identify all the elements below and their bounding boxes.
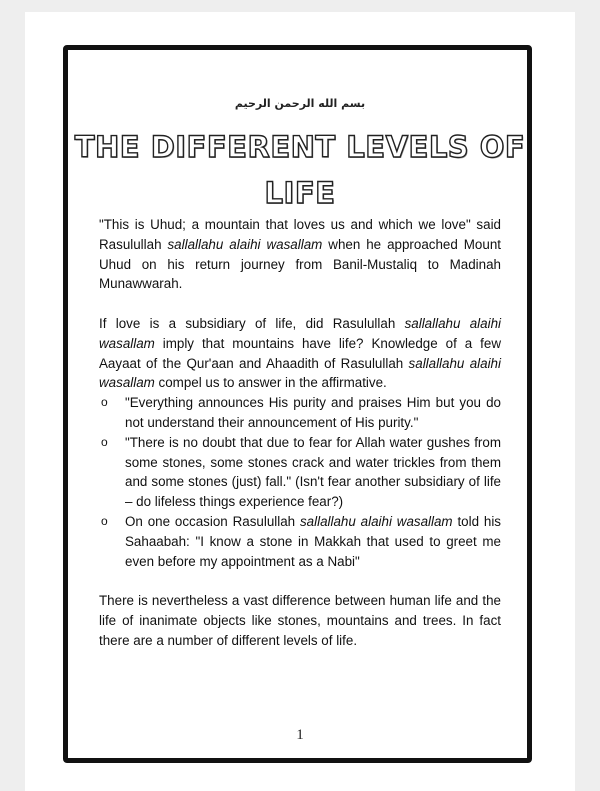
- list-item: [99, 393, 501, 433]
- bullet-circle-icon: o: [101, 395, 108, 410]
- bullet-circle-icon: o: [101, 434, 108, 449]
- paragraph-1-text: "This is Uhud; a mountain that loves us and which we love" said Rasulullah: [99, 217, 501, 252]
- list-item-text: "Everything announces His purity and praises Him but you do not understand their announcement of His purity.": [125, 395, 501, 430]
- list-item: [99, 433, 501, 512]
- paragraph-2-italic: sallallahu alaihi wasallam: [99, 315, 501, 351]
- list-item-text: "There is no doubt that due to fear for Allah water gushes from some stones, some stones crack and water trickles from them and some stones (just) fall." (Isn't fear another subsidiary of life – do lifeless things experience fear?): [125, 434, 501, 510]
- document-title-line-1: THE DIFFERENT LEVELS OF: [74, 130, 526, 164]
- paragraph-1-text-end: when he approached Mount Uhud on his return journey from Banil-Mustaliq to Madinah Munawwarah.: [99, 236, 501, 292]
- document-title-line-2: LIFE: [264, 176, 336, 210]
- list-item-text: On one occasion Rasulullah: [125, 513, 300, 529]
- paragraph-1-italic: sallallahu alaihi wasallam: [167, 236, 323, 252]
- paragraph-2-text-mid: imply that mountains have life? Knowledge of a few Aayaat of the Qur'aan and Ahaadith of Rasulullah: [99, 335, 501, 371]
- page-number: 1: [296, 727, 304, 743]
- basmala-heading: بسم الله الرحمن الرحيم: [234, 97, 366, 110]
- list-item: [99, 512, 501, 571]
- bullet-list: [99, 393, 501, 571]
- paragraph-2: [99, 314, 501, 393]
- bullet-circle-icon: o: [101, 513, 108, 528]
- list-item-italic: sallallahu alaihi wasallam: [299, 513, 453, 529]
- paragraph-2-text: If love is a subsidiary of life, did Rasulullah: [99, 315, 405, 331]
- document-body: [99, 215, 501, 651]
- paragraph-2-italic-2: sallallahu alaihi wasallam: [99, 355, 501, 391]
- paragraph-1: [99, 215, 501, 294]
- list-item-text-end: told his Sahaabah: "I know a stone in Makkah that used to greet me even before my appointment as a Nabi": [125, 513, 501, 569]
- paragraph-3: There is nevertheless a vast difference between human life and the life of inanimate objects like stones, mountains and trees. In fact there are a number of different levels of life.: [99, 593, 501, 648]
- paragraph-2-text-end: compel us to answer in the affirmative.: [154, 375, 387, 391]
